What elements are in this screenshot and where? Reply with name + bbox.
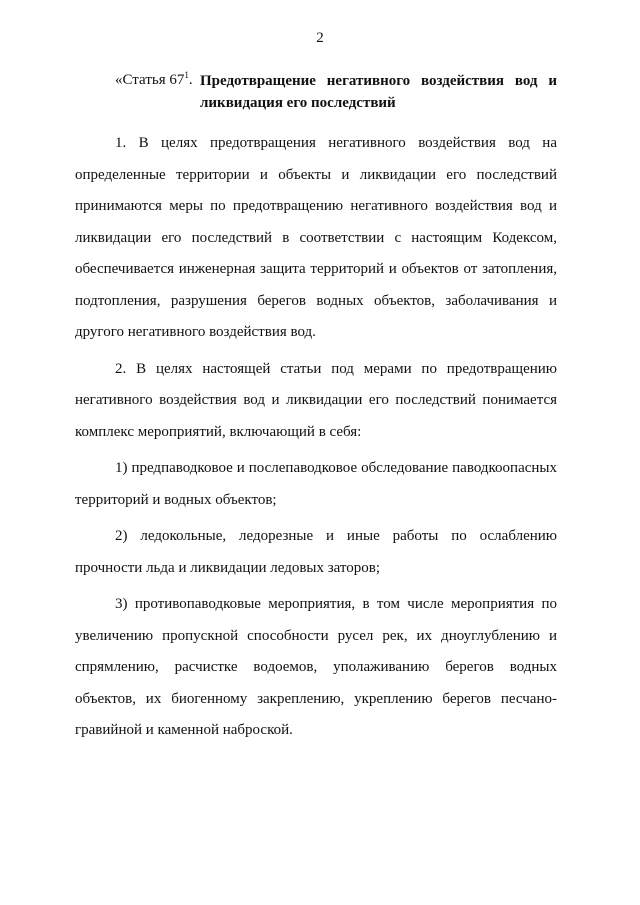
paragraph-2: 2. В целях настоящей статьи под мерами по предотвращению негативного воздействия вод и ликвидации его последствий понимается комплекс мероприятий, включающий в себя:	[75, 360, 557, 440]
article-superscript: 1	[184, 70, 189, 80]
list-item-2: 2) ледокольные, ледорезные и иные работы по ослаблению прочности льда и ликвидации ледовых заторов;	[75, 528, 557, 576]
paragraph-1: 1. В целях предотвращения негативного воздействия вод на определенные территории и объекты и ликвидации его последствий принимаются меры по предотвращению негативного воздействия вод и ликвидации его последствий в соответствии с настоящим Кодексом, обеспечивается инженерная защита территорий и объектов от затопления, подтопления, разрушения берегов водных объектов, заболачивания и другого негативного воздействия вод.	[75, 135, 557, 340]
list-item-3: 3) противопаводковые мероприятия, в том числе мероприятия по увеличению пропускной способности русел рек, их дноуглублению и спрямлению, расчистке водоемов, уполаживанию берегов водных объектов, их биогенному закреплению, укреплению берегов песчано-гравийной и каменной наброской.	[75, 596, 557, 738]
article-prefix-dot: .	[188, 72, 193, 88]
list-item-1: 1) предпаводковое и послепаводковое обследование паводкоопасных территорий и водных объектов;	[75, 460, 557, 508]
document-body	[75, 66, 557, 752]
page-number: 2	[316, 30, 324, 46]
article-prefix: «Статья 67	[115, 72, 185, 88]
article-heading	[75, 66, 557, 114]
article-number	[115, 66, 193, 95]
article-title: Предотвращение негативного воздействия вод и ликвидация его последствий	[200, 73, 557, 111]
